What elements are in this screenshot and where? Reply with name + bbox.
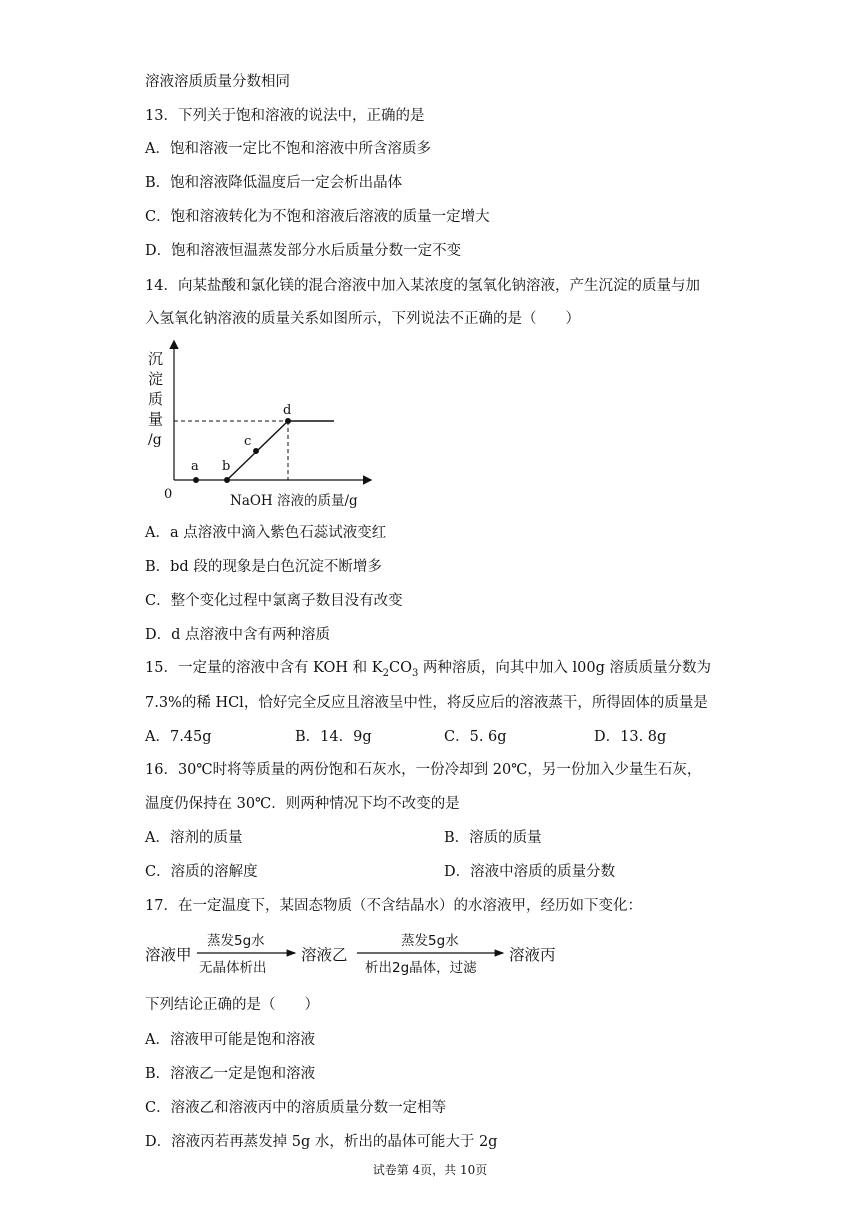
y-label-char-2: 淀 [148,370,164,388]
question-15-option-b: B．14．9g [295,729,372,745]
point-c [253,448,259,454]
question-13-option-b: B．饱和溶液降低温度后一定会析出晶体 [145,175,403,191]
point-b-label: b [222,459,231,474]
question-17-stem-line1: 17．在一定温度下，某固态物质（不含结晶水）的水溶液甲，经历如下变化： [145,898,642,914]
flow-arrow2-top: 蒸发5g水 [401,933,459,949]
flow-solution-jia: 溶液甲 [145,946,192,964]
question-16-option-d: D．溶液中溶质的质量分数 [444,864,616,880]
question-13-option-c: C．饱和溶液转化为不饱和溶液后溶液的质量一定增大 [145,209,490,225]
point-d [285,418,291,424]
flow-arrow1-bottom: 无晶体析出 [199,960,267,976]
question-13-option-a: A．饱和溶液一定比不饱和溶液中所含溶质多 [145,141,431,157]
question-13-stem: 13．下列关于饱和溶液的说法中，正确的是 [145,108,425,124]
question-17-option-a: A．溶液甲可能是饱和溶液 [145,1032,315,1048]
question-14-stem-line2: 入氢氧化钠溶液的质量关系如图所示，下列说法不正确的是（ ） [145,311,580,327]
continued-text: 溶液溶质质量分数相同 [145,74,290,90]
question-15-stem-line1: 15．一定量的溶液中含有 KOH 和 $K_2CO_3$ 两种溶质，向其中加入 l00g 溶质质量分数为 [145,660,712,679]
flow-arrow1-top: 蒸发5g水 [207,933,265,949]
question-15-option-a: A．7.45g [145,729,212,745]
question-17-option-d: D．溶液丙若再蒸发掉 5g 水，析出的晶体可能大于 2g [145,1134,498,1150]
question-16-option-b: B．溶质的质量 [444,830,542,846]
flow-solution-bing: 溶液丙 [509,946,556,964]
y-label-char-3: 质 [148,390,164,408]
page-footer: 试卷第 4页，共 10页 [372,1163,488,1177]
question-14-option-a: A．a 点溶液中滴入紫色石蕊试液变红 [145,525,387,541]
question-17-stem-line2: 下列结论正确的是（ ） [145,997,319,1013]
question-16-stem-line2: 温度仍保持在 30℃．则两种情况下均不改变的是 [145,796,460,812]
question-16-option-a: A．溶剂的质量 [145,830,243,846]
question-13-option-d: D．饱和溶液恒温蒸发部分水后质量分数一定不变 [145,243,462,259]
flow-solution-yi: 溶液乙 [301,946,348,964]
point-a-label: a [191,459,199,474]
question-15-option-d: D．13. 8g [594,729,667,745]
origin-label: 0 [164,487,173,502]
question-14-stem-line1: 14．向某盐酸和氯化镁的混合溶液中加入某浓度的氢氧化钠溶液，产生沉淀的质量与加 [145,278,700,294]
question-15-option-c: C．5. 6g [444,729,507,745]
point-a [193,477,199,483]
precipitate-graph [138,336,378,516]
question-14-option-b: B．bd 段的现象是白色沉淀不断增多 [145,559,382,575]
question-16-option-c: C．溶质的溶解度 [145,864,258,880]
y-label-char-1: 沉 [148,350,164,368]
point-c-label: c [244,434,252,449]
question-14-option-c: C．整个变化过程中氯离子数目没有改变 [145,593,403,609]
flow-arrow2-bottom: 析出2g晶体，过滤 [365,960,477,976]
question-14-option-d: D．d 点溶液中含有两种溶质 [145,627,331,643]
point-d-label: d [283,403,292,418]
y-label-char-4: 量 [148,410,164,428]
question-15-stem-line2: 7.3%的稀 HCl，恰好完全反应且溶液呈中性，将反应后的溶液蒸干，所得固体的质量是 [145,695,708,711]
x-axis-label: NaOH 溶液的质量/g [230,493,358,509]
question-17-option-c: C．溶液乙和溶液丙中的溶质质量分数一定相等 [145,1100,447,1116]
point-b [224,477,230,483]
question-16-stem-line1: 16．30℃时将等质量的两份饱和石灰水，一份冷却到 20℃，另一份加入少量生石灰， [145,762,702,778]
solution-flow-diagram [145,928,565,978]
y-label-char-5: /g [148,432,162,448]
question-17-option-b: B．溶液乙一定是饱和溶液 [145,1066,316,1082]
